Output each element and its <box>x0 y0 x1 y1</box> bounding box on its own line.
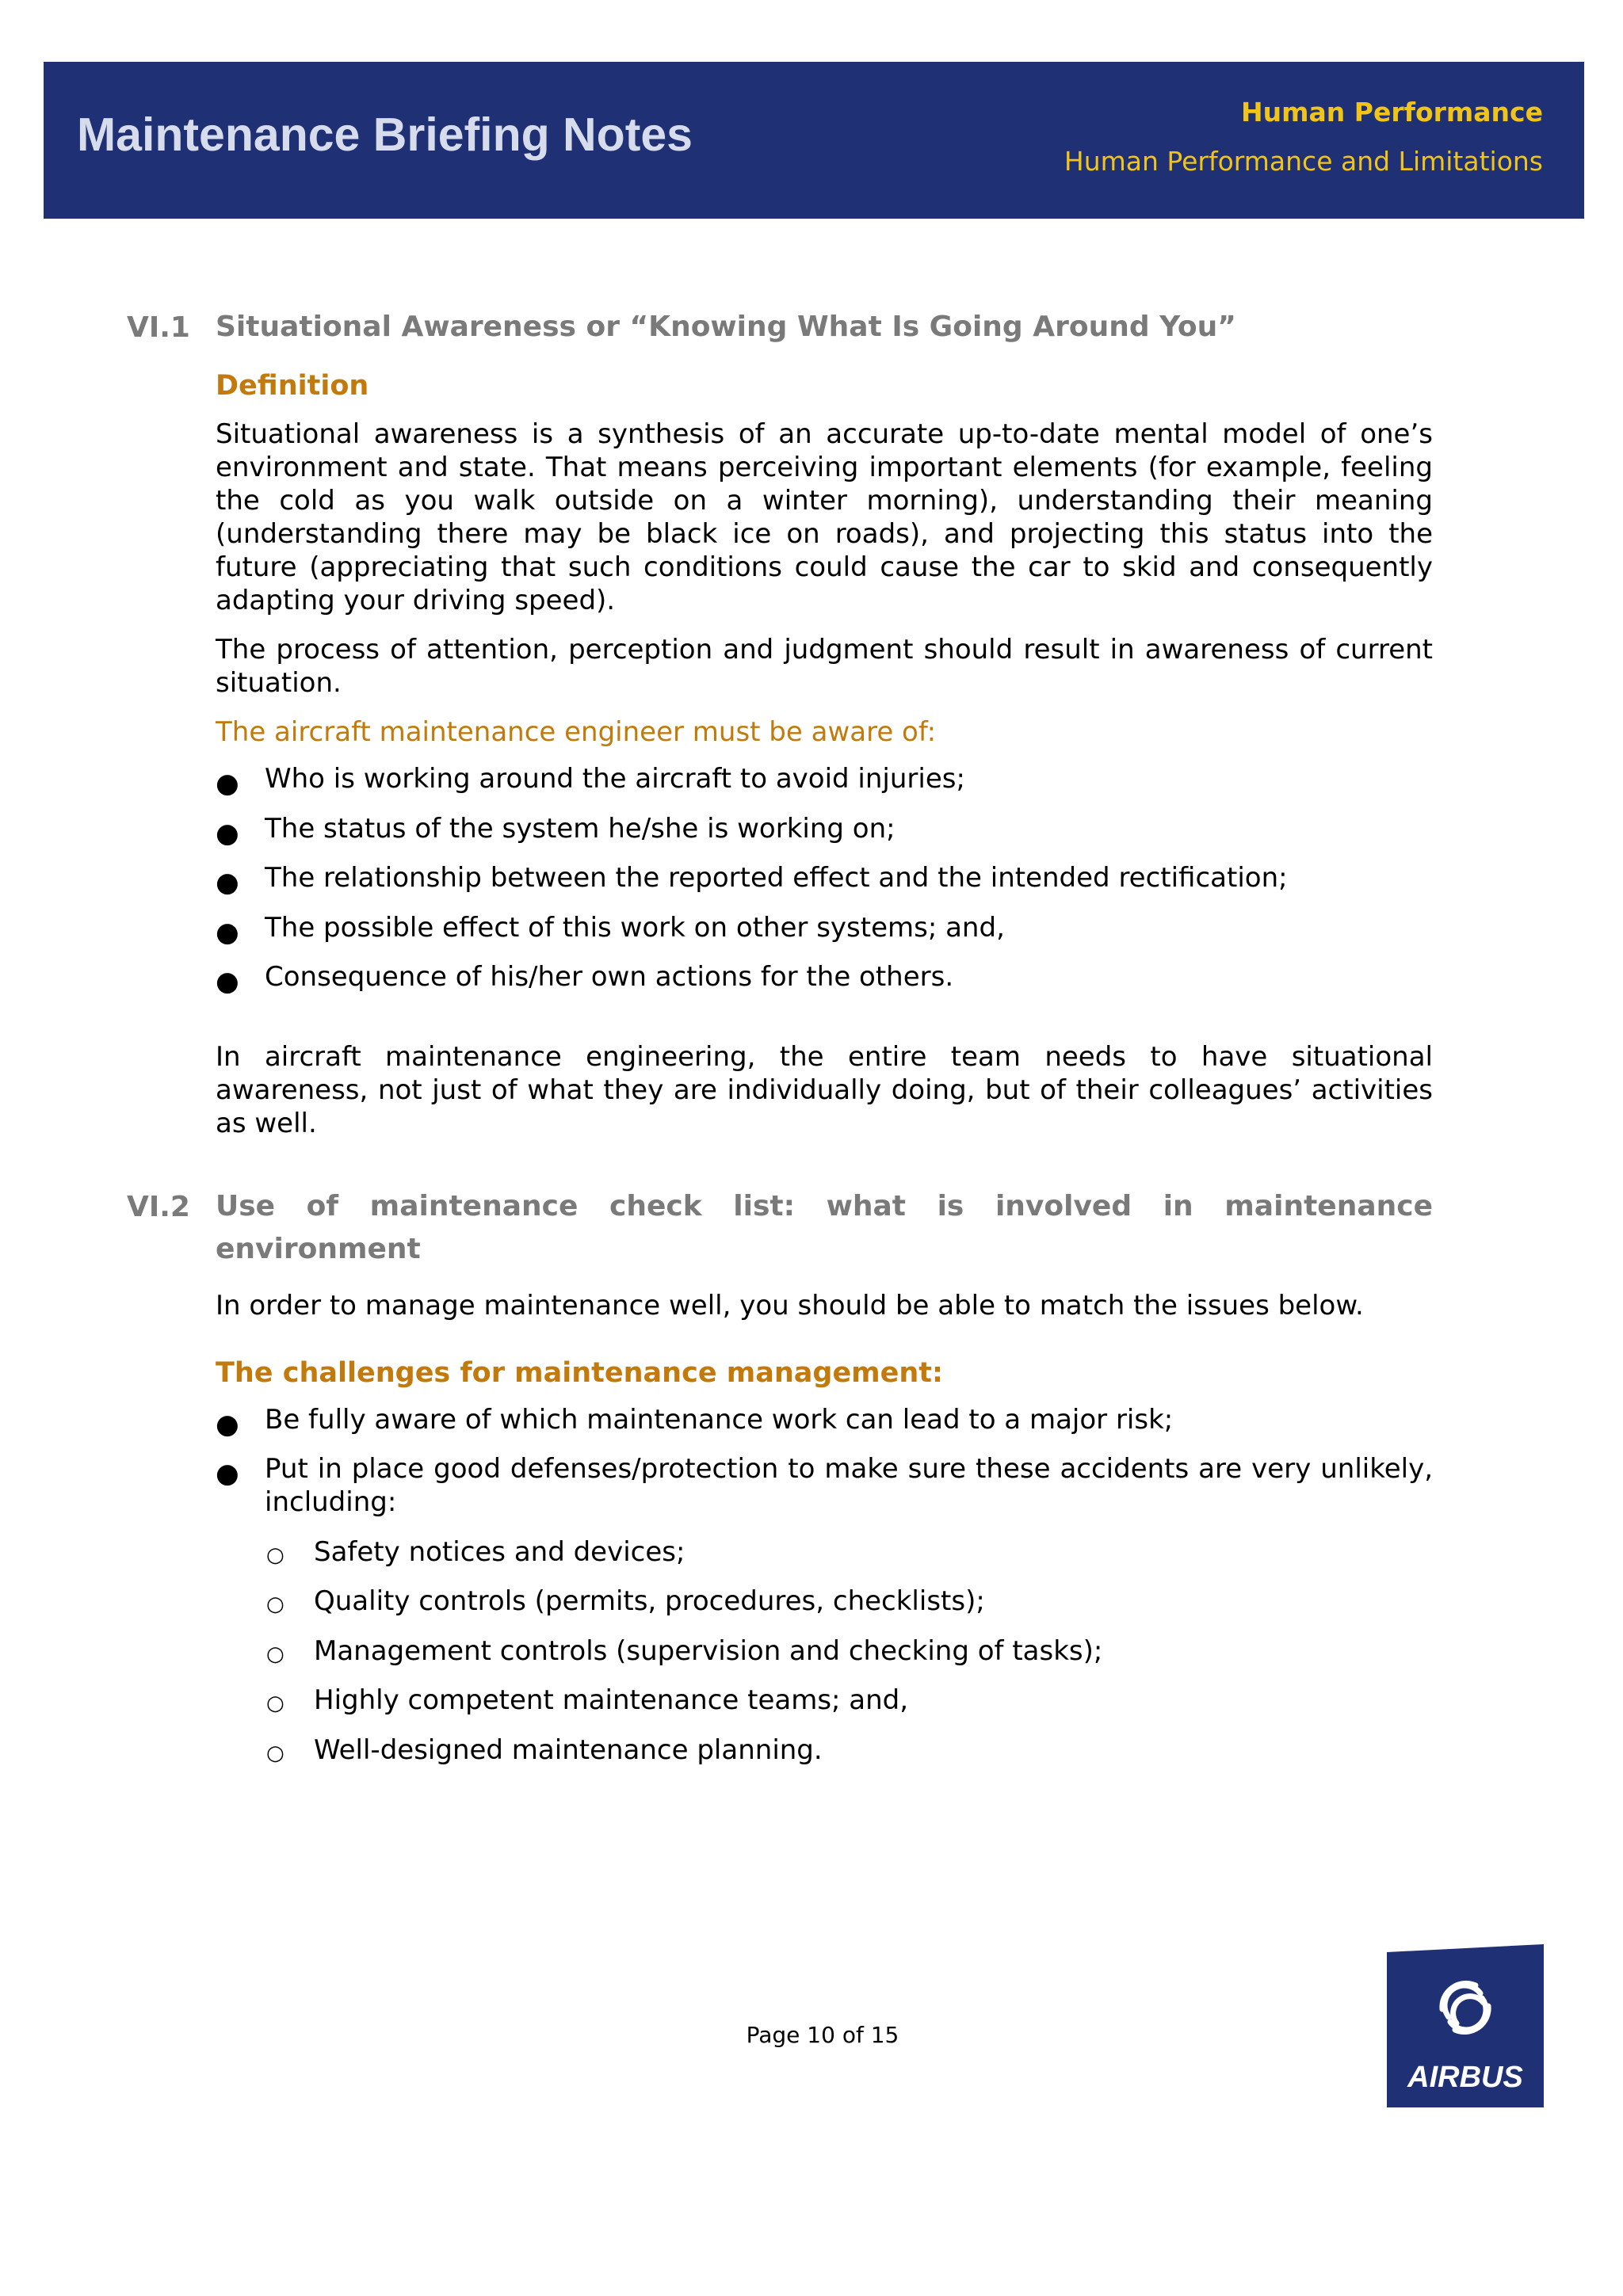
sub-list-item-text: Quality controls (permits, procedures, checklists); <box>314 1585 985 1617</box>
list-item-text: Put in place good defenses/protection to make sure these accidents are very unlikely, including: <box>265 1453 1433 1518</box>
list-item <box>216 762 1433 799</box>
bullet-icon: ● <box>216 1409 239 1440</box>
circle-bullet-icon: ○ <box>266 1691 285 1715</box>
bullet-icon: ● <box>216 768 239 799</box>
definition-paragraph: Situational awareness is a synthesis of an accurate up-to-date mental model of one’s environment and state. That means perceiving important elements (for example, feeling the cold as you walk outside on a winter morning), understanding their meaning (understanding there may be black ice on roads), and projecting this status into the future (appreciating that such conditions could cause the car to skid and consequently adapting your driving speed). <box>216 418 1433 616</box>
section-title: Use of maintenance check list: what is involved in maintenance environment <box>216 1190 1433 1265</box>
section-number: VI.1 <box>127 311 190 344</box>
header-subtopic: Human Performance and Limitations <box>1064 146 1543 177</box>
circle-bullet-icon: ○ <box>266 1741 285 1765</box>
svg-text:AIRBUS: AIRBUS <box>1407 2061 1523 2094</box>
sub-list-item-text: Well-designed maintenance planning. <box>314 1734 823 1766</box>
sub-list-item <box>265 1634 1433 1668</box>
bullet-icon: ● <box>216 966 239 997</box>
circle-bullet-icon: ○ <box>266 1592 285 1616</box>
sub-list-item-text: Highly competent maintenance teams; and, <box>314 1684 909 1716</box>
sub-list-item-text: Safety notices and devices; <box>314 1536 685 1568</box>
sub-list-item <box>265 1585 1433 1618</box>
section-title: Situational Awareness or “Knowing What Is Going Around You” <box>216 311 1236 343</box>
list-item <box>216 960 1433 997</box>
circle-bullet-icon: ○ <box>266 1543 285 1567</box>
header-topic: Human Performance <box>1241 97 1543 128</box>
airbus-logo <box>1387 1944 1544 2107</box>
sub-list-item-text: Management controls (supervision and checking of tasks); <box>314 1635 1103 1667</box>
section-number: VI.2 <box>127 1191 190 1223</box>
bullet-icon: ● <box>216 1458 239 1489</box>
list-item <box>216 1452 1433 1519</box>
closing-paragraph: In aircraft maintenance engineering, the entire team needs to have situational awareness, not just of what they are individually doing, but of their colleagues’ activities as well. <box>216 1041 1433 1139</box>
list-item-text: Who is working around the aircraft to avoid injuries; <box>265 763 965 795</box>
list-item-text: Be fully aware of which maintenance work can lead to a major risk; <box>265 1404 1174 1436</box>
list-item <box>216 861 1433 898</box>
bullet-icon: ● <box>216 818 239 849</box>
process-paragraph: The process of attention, perception and judgment should result in awareness of current situation. <box>216 634 1433 699</box>
document-title: Maintenance Briefing Notes <box>77 109 693 161</box>
section-intro: In order to manage maintenance well, you should be able to match the issues below. <box>216 1290 1364 1322</box>
definition-heading: Definition <box>216 370 369 402</box>
sub-list-item <box>265 1684 1433 1717</box>
list-item <box>216 1403 1433 1440</box>
challenges-heading: The challenges for maintenance management: <box>216 1357 944 1389</box>
sub-list-item <box>265 1535 1433 1569</box>
list-item-text: The relationship between the reported effect and the intended rectification; <box>265 862 1288 894</box>
document-header <box>44 62 1584 219</box>
sub-list-item <box>265 1733 1433 1767</box>
list-item-text: The status of the system he/she is working on; <box>265 813 896 845</box>
list-intro: The aircraft maintenance engineer must be aware of: <box>216 716 937 748</box>
list-item-text: Consequence of his/her own actions for the others. <box>265 961 954 993</box>
circle-bullet-icon: ○ <box>266 1642 285 1666</box>
list-item <box>216 911 1433 948</box>
list-item <box>216 812 1433 849</box>
list-item-text: The possible effect of this work on other systems; and, <box>265 912 1005 944</box>
page-number: Page 10 of 15 <box>746 2022 899 2048</box>
bullet-icon: ● <box>216 917 239 948</box>
bullet-icon: ● <box>216 867 239 898</box>
